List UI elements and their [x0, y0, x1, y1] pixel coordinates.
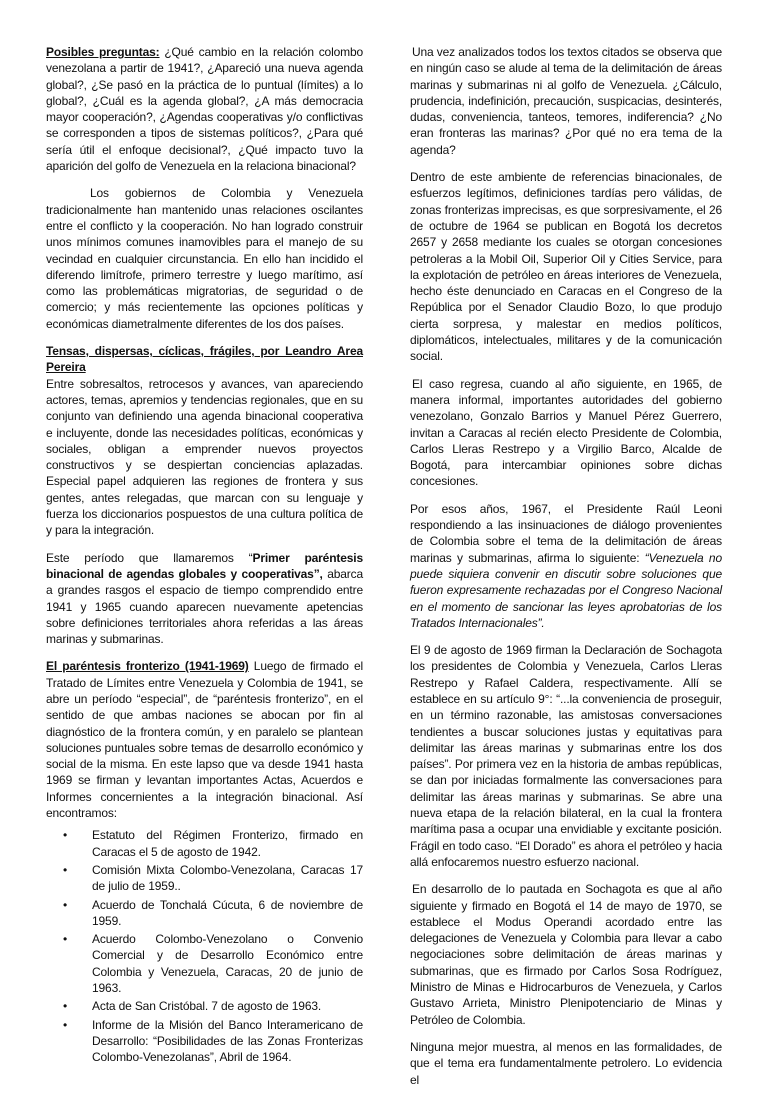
- paragraph-caso-regresa: El caso regresa, cuando al año siguiente, en 1965, de manera informal, importantes autoridades del gobierno venezolano, Gonzalo Barrios y Manuel Pérez Guerrero, invitan a Caracas al recién electo Presidente de Colombia, Carlos Lleras Restrepo y a Virgilio Barco, Alcalde de Bogotá, para intercambiar opiniones sobre dichas concesiones.: [410, 376, 722, 489]
- bold-phrase: Primer paréntesis binacional de agendas globales y cooperativas”,: [46, 550, 363, 581]
- paragraph-periodo: [46, 550, 363, 648]
- list-item: • Acuerdo de Tonchalá Cúcuta, 6 de noviembre de 1959.: [92, 897, 363, 930]
- paragraph-analisis: Una vez analizados todos los textos citados se observa que en ningún caso se alude al tema de la delimitación de áreas marinas y submarinas ni al golfo de Venezuela. ¿Cálculo, prudencia, indefinición, precaución, suspicacias, desinterés, dudas, conveniencia, tanteos, temores, indiferencia? ¿No eran fronteras las marinas? ¿Por qué no era tema de la agenda?: [410, 45, 722, 157]
- paragraph-tensas: [46, 343, 363, 539]
- paragraph-text: Por esos años, 1967, el Presidente Raúl Leoni respondiendo a las insinuaciones de diálogo provenientes de Colombia sobre el tema de la delimitación de áreas marinas y submarinas, afirma lo siguiente:: [410, 501, 722, 565]
- paragraph-decretos: Dentro de este ambiente de referencias binacionales, de esfuerzos legítimos, definiciones tardías pero válidas, de zonas fronterizas imprecisas, es que sorpresivamente, el 26 de octubre de 1964 se publican en Bogotá los decretos 2657 y 2658 mediante los cuales se otorgan concesiones petroleras a la Mobil Oil, Superior Oil y Cities Service, para la explotación de petróleo en áreas interiores de Venezuela, hecho éste denunciado en Caracas en el Congreso de la República por el Senador Claudio Bozo, lo que produjo cierta sorpresa, y malestar en medios políticos, diplomáticos, intelectuales, militares y de la comunicación social.: [410, 170, 722, 364]
- list-item: • Comisión Mixta Colombo-Venezolana, Caracas 17 de julio de 1959..: [92, 862, 363, 895]
- paragraph-text: ¿Qué cambio en la relación colombo venezolana a partir de 1941?, ¿Apareció una nueva agenda global?, ¿Se pasó en la práctica de lo puntual (límites) a lo global?, ¿Cuál es la agenda global?, ¿A más democracia mayor cooperación?, ¿Agendas cooperativas y/o conflictivas se corresponden a tipos de sistemas políticos?, ¿Para qué sería útil el enfoque decisional?, ¿Qué impacto tuvo la aparición del golfo de Venezuela en la relaciona binacional?: [46, 45, 363, 174]
- paragraph-sochagota: El 9 de agosto de 1969 firman la Declaración de Sochagota los presidentes de Colombia y Venezuela, Carlos Lleras Restrepo y Rafael Caldera, respectivamente. Allí se establece en su artículo 9°: “...la conveniencia de proseguir, en un término razonable, las amistosas conversaciones tendientes a buscar soluciones justas y equitativas para delimitar las áreas marinas y submarinas entre los dos países”. Por primera vez en la historia de ambas repúblicas, se dan por iniciadas formalmente las conversaciones para delimitar las áreas marinas y submarinas. Se abre una nueva etapa de la relación bilateral, en la cual la frontera marítima pasa a ocupar una envidiable y excitante posición. Frágil en todo caso. “El Dorado” es ahora el petróleo y hacia allá enfocaremos nuestro esfuerzo nacional.: [410, 643, 722, 869]
- italic-quote: “Venezuela no puede siquiera convenir en discutir sobre soluciones que fueron expresamente rechazadas por el Congreso Nacional en el momento de sancionar las leyes aprobatorias de los Tratados Internacionales”.: [410, 550, 722, 630]
- agreements-list: [46, 827, 363, 1065]
- paragraph-relations: Los gobiernos de Colombia y Venezuela tradicionalmente han mantenido unas relaciones oscilantes entre el conflicto y la cooperación. No han logrado construir unos mínimos comunes inamovibles para el manejo de su vecindad en cualquier circunstancia. En ello han incidido el diferendo limítrofe, primero terrestre y luego marítimo, así como las problemáticas migratorias, de seguridad o de comercio; y más recientemente las opciones políticas y económicas diametralmente diferentes de los dos países.: [46, 186, 363, 331]
- list-item: • Informe de la Misión del Banco Interamericano de Desarrollo: “Posibilidades de las Zonas Fronterizas Colombo-Venezolanas”, Abril de 1964.: [92, 1017, 363, 1066]
- paragraph-text: abarca a grandes rasgos el espacio de tiempo comprendido entre 1941 y 1965 cuando aparecen nuevamente apetencias sobre definiciones territoriales ahora referidas a las áreas marinas y submarinas.: [46, 566, 363, 647]
- paragraph-text: Este período que llamaremos “: [46, 550, 253, 565]
- list-item: • Acuerdo Colombo-Venezolano o Convenio Comercial y de Desarrollo Económico entre Colombia y Venezuela, Caracas, 20 de junio de 1963.: [92, 931, 363, 996]
- section-heading: El paréntesis fronterizo (1941-1969): [46, 659, 249, 674]
- section-heading: Tensas, dispersas, cíclicas, frágiles, por Leandro Area Pereira: [46, 344, 363, 375]
- right-column: [410, 44, 722, 1099]
- list-item: • Estatuto del Régimen Fronterizo, firmado en Caracas el 5 de agosto de 1942.: [92, 827, 363, 860]
- paragraph-text: Luego de firmado el Tratado de Límites entre Venezuela y Colombia de 1941, se abre un período “especial”, de “paréntesis fronterizo”, en el sentido de que ambas naciones se abocan por fin al diagnóstico de la frontera común, y en paralelo se plantean soluciones puntuales sobre temas de desarrollo económico y social de la misma. En este lapso que va desde 1941 hasta 1969 se firman y levantan importantes Actas, Acuerdos e Informes concernientes a la integración binacional. Así encontramos:: [46, 659, 363, 821]
- left-column: [46, 44, 363, 1068]
- paragraph-questions: [46, 44, 363, 174]
- paragraph-text: Entre sobresaltos, retrocesos y avances, van apareciendo actores, temas, apremios y tendencias regionales, que en su conjunto van definiendo una agenda binacional cooperativa e incluyente, donde las necesidades políticas, económicas y sociales, obligan a emprender nuevos proyectos constructivos y se despiertan conciencias aplazadas. Especial papel adquieren las regiones de frontera y sus gentes, antes relegadas, que marcan con su lenguaje y fuerza los diccionarios pospuestos de una cultura política de y para la integración.: [46, 376, 363, 538]
- paragraph-modus-operandi: En desarrollo de lo pautada en Sochagota es que al año siguiente y firmado en Bogotá el 14 de mayo de 1970, se establece el Modus Operandi acordado entre las delegaciones de Venezuela y Colombia para llevar a cabo negociaciones sobre delimitación de áreas marinas y submarinas, que es firmado por Carlos Sosa Rodríguez, Ministro de Minas e Hidrocarburos de Venezuela, y Carlos Gustavo Arrieta, Ministro Plenipotenciario de Minas y Petróleo de Colombia.: [410, 882, 722, 1027]
- paragraph-parentesis: [46, 658, 363, 821]
- paragraph-leoni: [410, 501, 722, 631]
- paragraph-petrolero: Ninguna mejor muestra, al menos en las formalidades, de que el tema era fundamentalmente petrolero. Lo evidencia el: [410, 1039, 722, 1087]
- list-item: • Acta de San Cristóbal. 7 de agosto de 1963.: [92, 998, 363, 1014]
- section-heading: Posibles preguntas:: [46, 45, 160, 59]
